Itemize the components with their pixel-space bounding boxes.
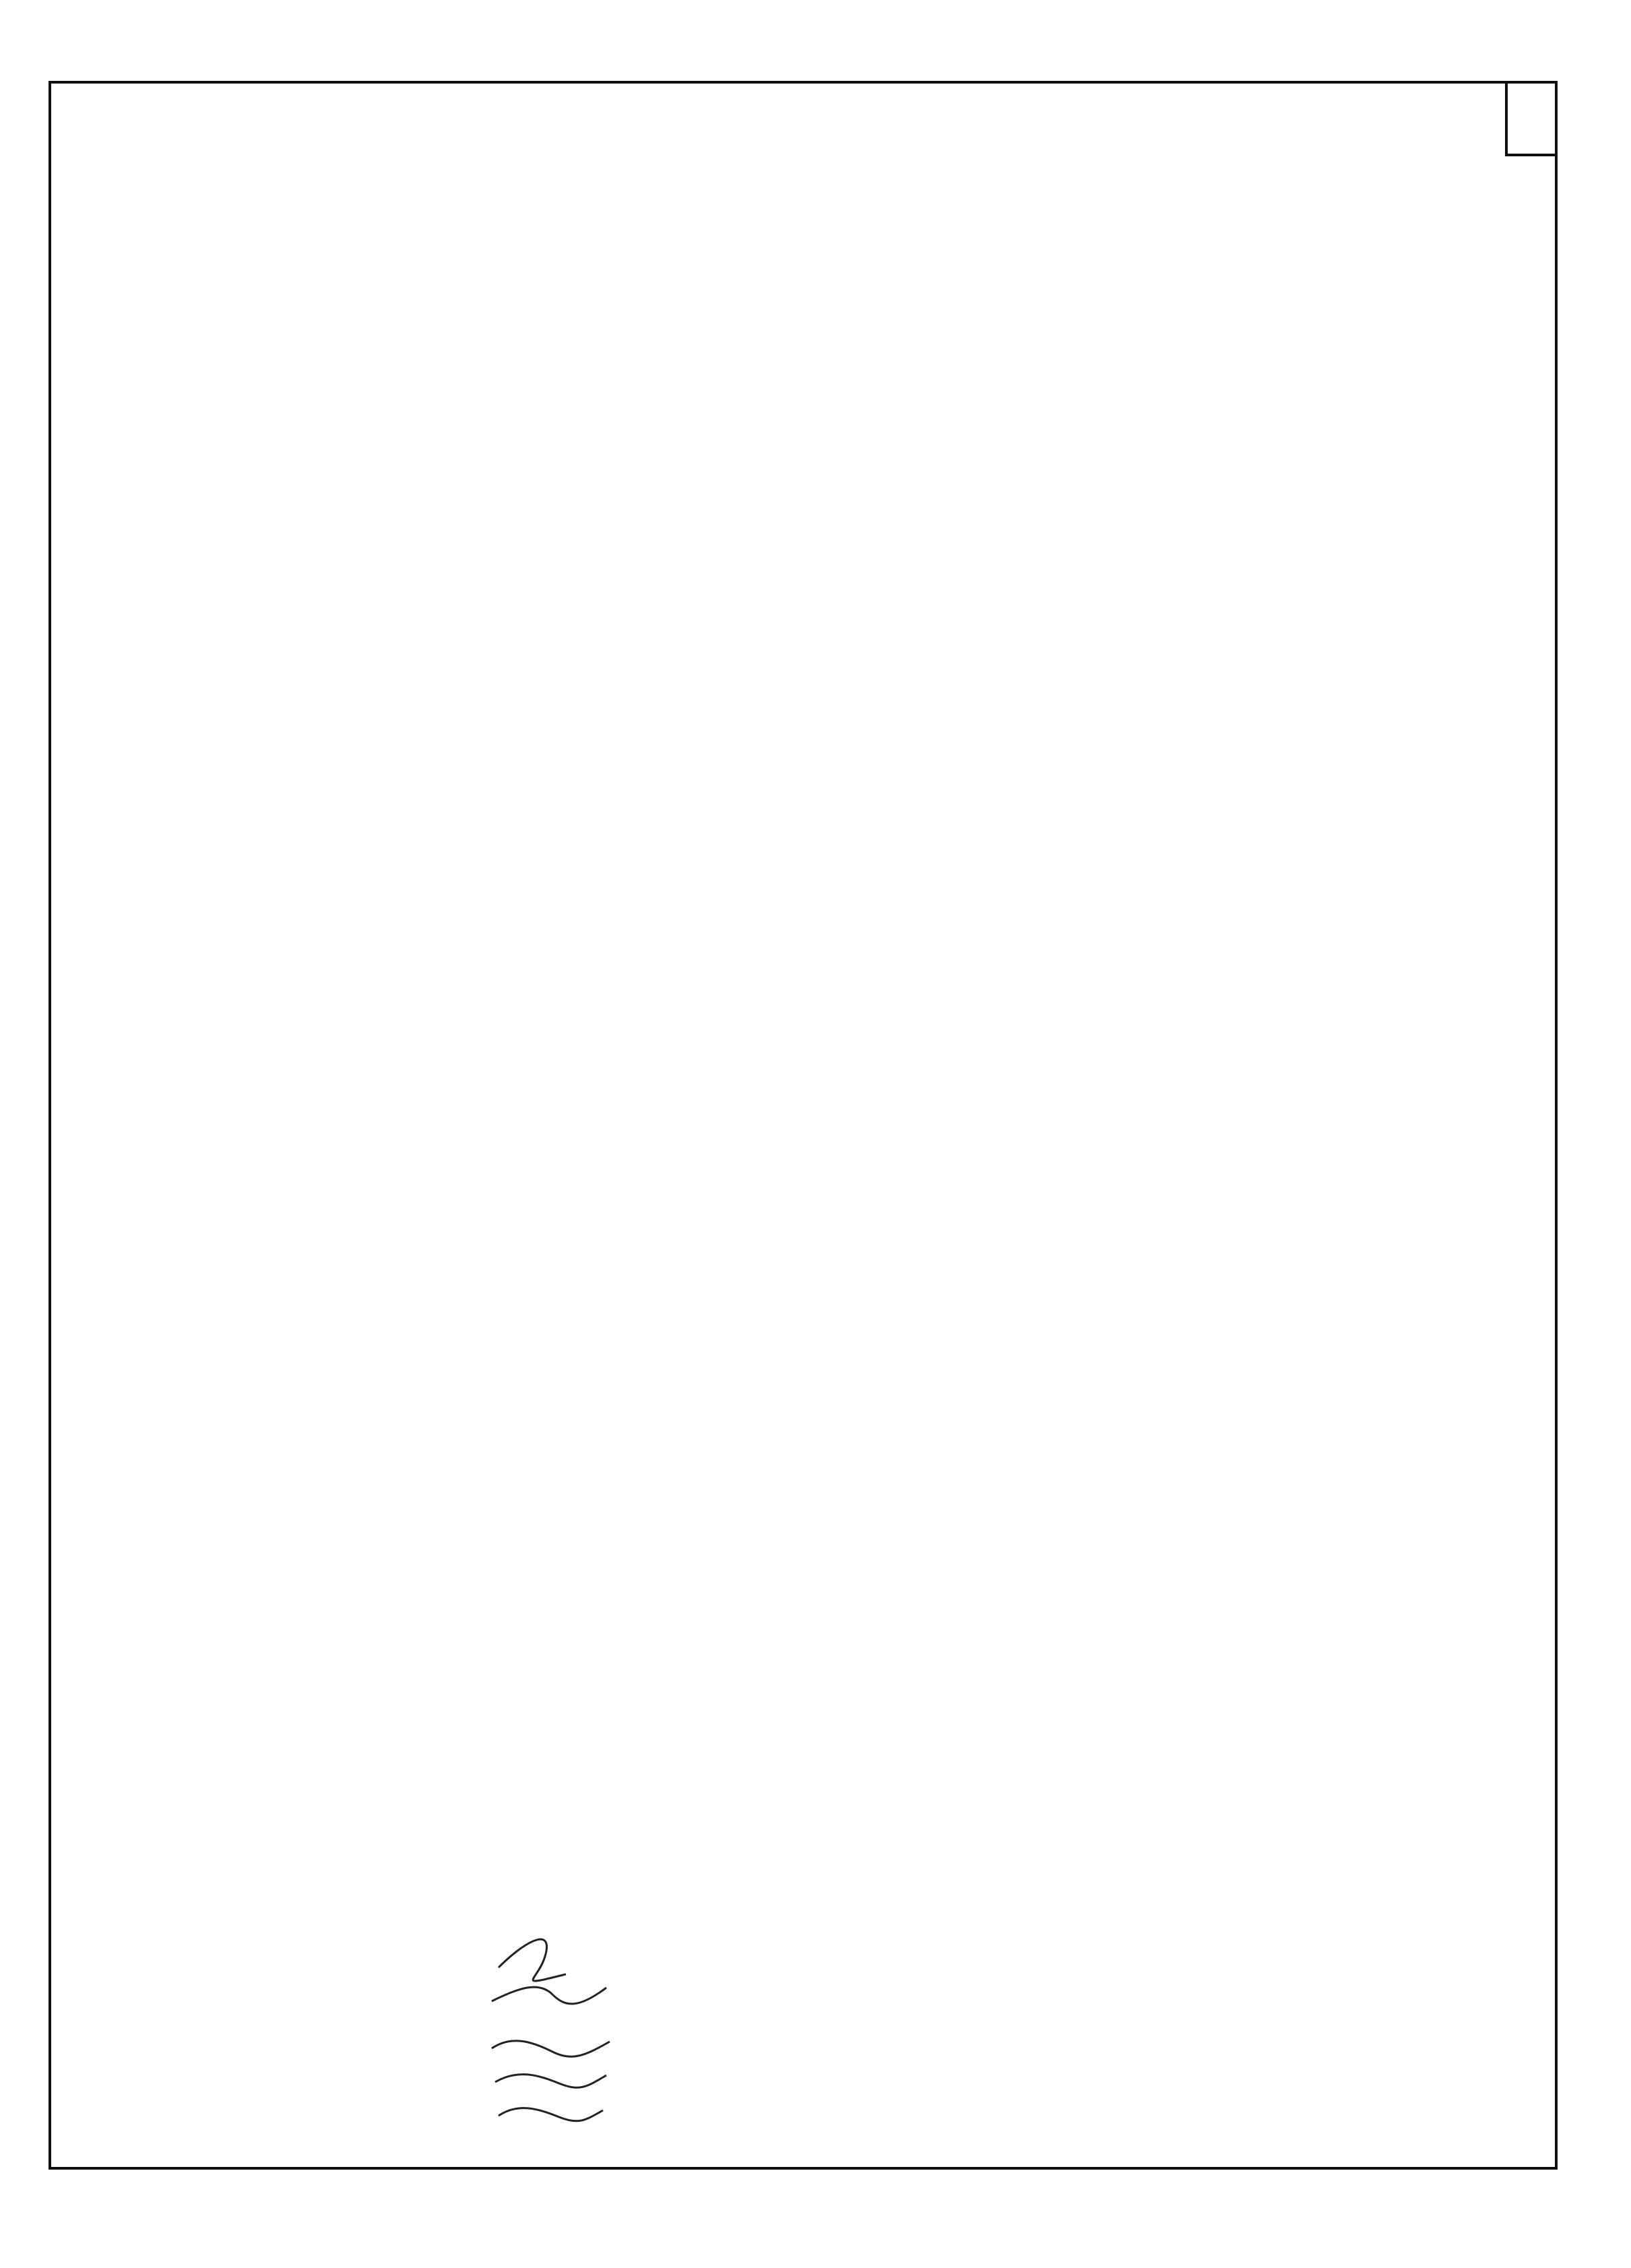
page-frame: [49, 81, 1558, 2170]
page-number-box: [1505, 81, 1558, 156]
signature-scribbles: [485, 1914, 620, 2143]
